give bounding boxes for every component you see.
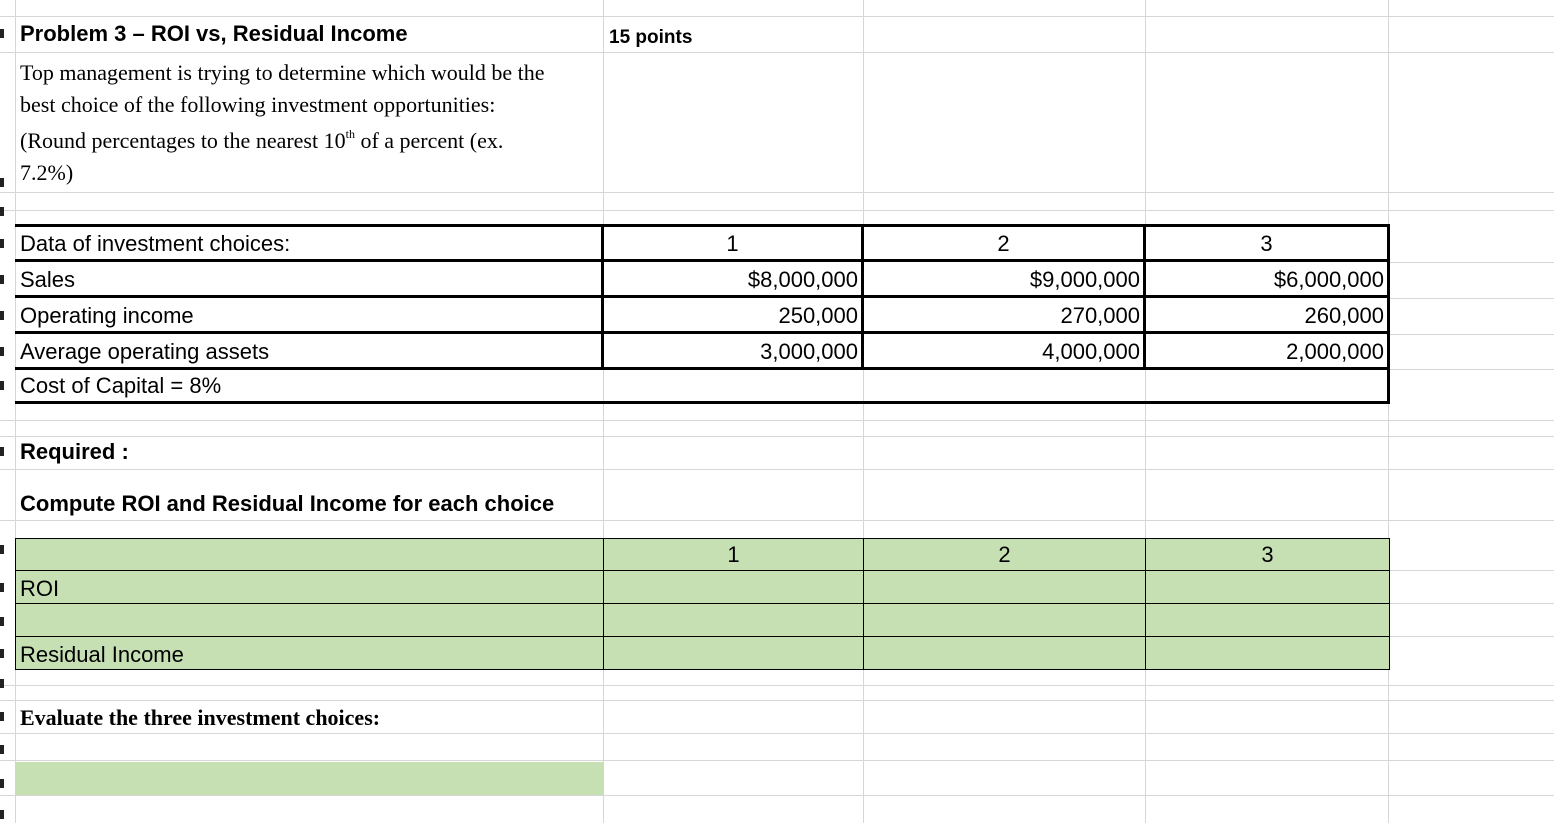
ri-input-2[interactable] (864, 637, 1145, 669)
row-label-average-operating-assets: Average operating assets (20, 339, 270, 364)
row-label-operating-income: Operating income (20, 303, 194, 328)
assets-value-1: 3,000,000 (760, 339, 858, 364)
operating-income-value-3: 260,000 (1304, 303, 1384, 328)
intro-line-1: Top management is trying to determine which would be the (20, 60, 545, 85)
sales-value-2: $9,000,000 (1029, 267, 1140, 292)
roi-label: ROI (20, 576, 60, 601)
residual-income-label: Residual Income (20, 642, 184, 667)
points-label: 15 points (609, 27, 693, 48)
intro-line-2: best choice of the following investment opportunities: (20, 92, 496, 117)
roi-input-2[interactable] (864, 571, 1145, 603)
operating-income-value-2: 270,000 (1060, 303, 1140, 328)
data-col-2: 2 (997, 231, 1010, 256)
required-label: Required : (20, 439, 129, 464)
answer-col-1: 1 (727, 542, 740, 567)
intro-line-4: 7.2%) (20, 160, 74, 185)
data-col-3: 3 (1260, 231, 1273, 256)
row-label-sales: Sales (20, 267, 76, 292)
problem-title: Problem 3 – ROI vs, Residual Income (20, 21, 408, 46)
assets-value-3: 2,000,000 (1286, 339, 1384, 364)
evaluate-label: Evaluate the three investment choices: (20, 705, 381, 730)
cost-of-capital: Cost of Capital = 8% (20, 373, 222, 398)
operating-income-value-1: 250,000 (778, 303, 858, 328)
required-instruction: Compute ROI and Residual Income for each choice (20, 491, 555, 516)
evaluate-answer-cell[interactable] (15, 762, 604, 795)
ri-input-3[interactable] (1146, 637, 1389, 669)
answer-col-3: 3 (1261, 542, 1274, 567)
intro-line-3: (Round percentages to the nearest 10th of a percent (ex. (20, 127, 504, 153)
sales-value-1: $8,000,000 (747, 267, 858, 292)
answer-col-2: 2 (998, 542, 1011, 567)
data-header-label: Data of investment choices: (20, 231, 291, 256)
data-col-1: 1 (726, 231, 739, 256)
ri-input-1[interactable] (604, 637, 863, 669)
assets-value-2: 4,000,000 (1042, 339, 1140, 364)
roi-input-3[interactable] (1146, 571, 1389, 603)
roi-input-1[interactable] (604, 571, 863, 603)
sales-value-3: $6,000,000 (1273, 267, 1384, 292)
